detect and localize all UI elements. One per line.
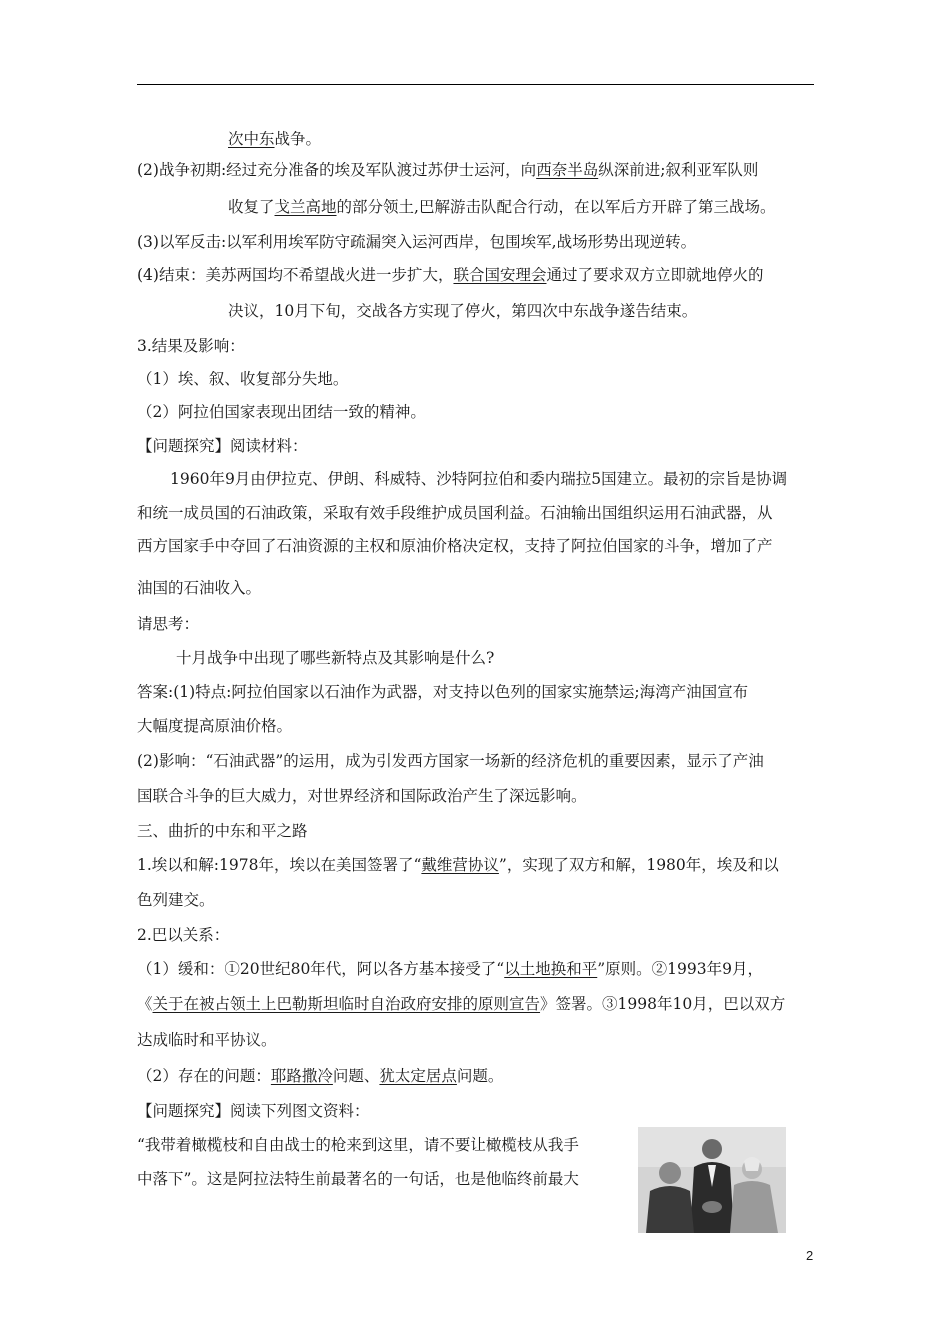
text-line: 油国的石油收入。 (137, 579, 262, 597)
text-line: (2)影响：“石油武器”的运用，成为引发西方国家一场新的经济危机的重要因素，显示了产油 (137, 752, 764, 770)
underlined-term: 以土地换和平 (504, 960, 598, 978)
text-line: (3)以军反击:以军利用埃军防守疏漏突入运河西岸，包围埃军,战场形势出现逆转。 (137, 233, 697, 251)
section-heading: 2.巴以关系： (137, 926, 230, 944)
underlined-term: 联合国安理会 (453, 266, 547, 284)
text-line: 1960年9月由伊拉克、伊朗、科威特、沙特阿拉伯和委内瑞拉5国建立。最初的宗旨是协调 (170, 470, 788, 488)
answer-text: 答案:(1)特点:阿拉伯国家以石油作为武器，对支持以色列的国家实施禁运;海湾产油国宣布 (137, 683, 749, 701)
text-line: 和统一成员国的石油政策，采取有效手段维护成员国利益。石油输出国组织运用石油武器，从 (137, 504, 773, 522)
text-line: （1）缓和：①20世纪80年代，阿以各方基本接受了“以土地换和平”原则。②1993年9月， (137, 960, 763, 978)
page-number: 2 (806, 1248, 814, 1263)
underlined-term: 犹太定居点 (379, 1067, 457, 1085)
text-line: 色列建交。 (137, 891, 215, 909)
underlined-term: 戴维营协议 (421, 856, 499, 874)
underlined-term: 关于在被占领土上巴勒斯坦临时自治政府安排的原则宣告 (152, 995, 541, 1013)
underlined-term: 西奈半岛 (536, 161, 599, 179)
section-heading: 三、曲折的中东和平之路 (137, 822, 308, 840)
text-line: 大幅度提高原油价格。 (137, 717, 293, 735)
underlined-term: 耶路撒冷 (270, 1067, 333, 1085)
text-line: （2）阿拉伯国家表现出团结一致的精神。 (137, 403, 426, 421)
text-line: （2）存在的问题：耶路撒冷问题、犹太定居点问题。 (137, 1067, 504, 1085)
quote-text: 中落下”。这是阿拉法特生前最著名的一句话，也是他临终前最大 (137, 1170, 579, 1188)
quote-text: “我带着橄榄枝和自由战士的枪来到这里，请不要让橄榄枝从我手 (137, 1136, 579, 1154)
underlined-term: 戈兰高地 (274, 198, 337, 216)
header-rule (137, 84, 814, 85)
photo-illustration (638, 1127, 786, 1233)
text-line: 决议，10月下旬，交战各方实现了停火，第四次中东战争遂告结束。 (228, 302, 698, 320)
text-line: 请思考： (137, 615, 200, 633)
question-text: 十月战争中出现了哪些新特点及其影响是什么? (176, 649, 495, 667)
text-line: （1）埃、叙、收复部分失地。 (137, 370, 349, 388)
text-line: 1.埃以和解:1978年，埃以在美国签署了“戴维营协议”，实现了双方和解，1980年，埃及和以 (137, 856, 779, 874)
section-heading: 【问题探究】阅读下列图文资料： (137, 1102, 370, 1120)
text-line: 国联合斗争的巨大威力，对世界经济和国际政治产生了深远影响。 (137, 787, 587, 805)
text-line: 《关于在被占领土上巴勒斯坦临时自治政府安排的原则宣告》签署。③1998年10月，巴以双方 (137, 995, 786, 1013)
handshake-photo (638, 1127, 786, 1233)
section-heading: 【问题探究】阅读材料： (137, 437, 308, 455)
section-heading: 3.结果及影响： (137, 337, 245, 355)
text-line: (2)战争初期:经过充分准备的埃及军队渡过苏伊士运河，向西奈半岛纵深前进;叙利亚军队则 (137, 161, 759, 179)
text-line: 达成临时和平协议。 (137, 1031, 277, 1049)
underlined-term: 次中东 (228, 130, 275, 148)
text-line: 次中东战争。 (228, 130, 322, 148)
text-line: (4)结束：美苏两国均不希望战火进一步扩大，联合国安理会通过了要求双方立即就地停火的 (137, 266, 764, 284)
text-line: 西方国家手中夺回了石油资源的主权和原油价格决定权，支持了阿拉伯国家的斗争，增加了产 (137, 537, 773, 555)
text-line: 收复了戈兰高地的部分领土,巴解游击队配合行动，在以军后方开辟了第三战场。 (228, 198, 776, 216)
